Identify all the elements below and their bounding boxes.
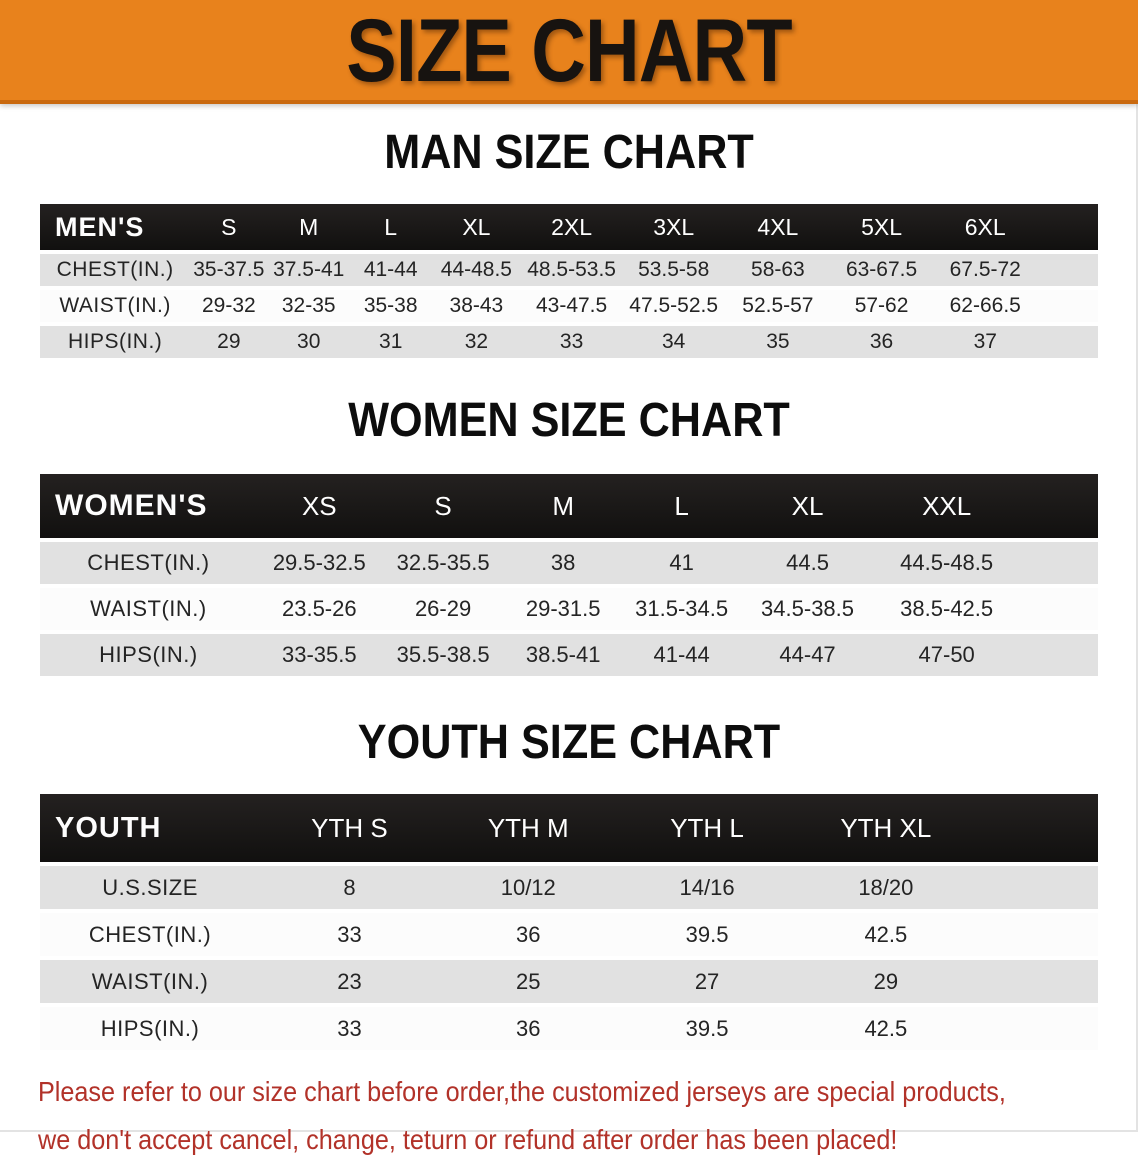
size-value-cell: 23.5-26	[257, 588, 382, 630]
size-value-cell: 33-35.5	[257, 634, 382, 676]
size-column-header: S	[382, 474, 505, 538]
size-value-cell: 41-44	[622, 634, 742, 676]
size-value-cell: 48.5-53.5	[521, 254, 622, 286]
youth-ussize-row	[40, 866, 1098, 909]
size-column-header: 6XL	[933, 204, 1038, 250]
size-value-cell: 23	[260, 960, 439, 1003]
size-column-header: L	[622, 474, 742, 538]
row-filler	[975, 913, 1098, 956]
size-value-cell: 62-66.5	[933, 290, 1038, 322]
size-column-header: YTH M	[439, 794, 618, 862]
row-filler	[1038, 290, 1098, 322]
size-column-header: M	[504, 474, 621, 538]
youth-size-table	[40, 790, 1098, 1054]
size-value-cell: 44-48.5	[431, 254, 521, 286]
size-value-cell: 35-37.5	[190, 254, 267, 286]
women-table-corner-label: WOMEN'S	[40, 474, 257, 538]
row-filler	[975, 866, 1098, 909]
women-size-chart-title: WOMEN SIZE CHART	[348, 394, 790, 447]
size-column-header: 2XL	[521, 204, 622, 250]
size-value-cell: 43-47.5	[521, 290, 622, 322]
size-value-cell: 10/12	[439, 866, 618, 909]
size-value-cell: 31.5-34.5	[622, 588, 742, 630]
row-filler	[1038, 254, 1098, 286]
men-header-row	[40, 204, 1098, 250]
size-value-cell: 32.5-35.5	[382, 542, 505, 584]
youth-table-corner-label: YOUTH	[40, 794, 260, 862]
size-value-cell: 30	[267, 326, 350, 358]
women-waist-row	[40, 588, 1098, 630]
size-value-cell: 32	[431, 326, 521, 358]
man-size-chart-title: MAN SIZE CHART	[384, 126, 754, 179]
disclaimer-line-2: we don't accept cancel, change, teturn or refund after order has been placed!	[38, 1124, 898, 1155]
size-value-cell: 41-44	[350, 254, 431, 286]
size-value-cell: 38-43	[431, 290, 521, 322]
row-label: WAIST(IN.)	[40, 960, 260, 1003]
size-value-cell: 18/20	[796, 866, 975, 909]
size-column-header: YTH S	[260, 794, 439, 862]
men-waist-row	[40, 290, 1098, 322]
men-chest-row	[40, 254, 1098, 286]
disclaimer-text	[38, 1068, 1028, 1164]
size-value-cell: 39.5	[618, 913, 797, 956]
men-hips-row	[40, 326, 1098, 358]
header-filler	[1038, 204, 1098, 250]
row-label: HIPS(IN.)	[40, 1007, 260, 1050]
women-header-row	[40, 474, 1098, 538]
size-value-cell: 47.5-52.5	[622, 290, 726, 322]
size-value-cell: 47-50	[874, 634, 1020, 676]
header-filler	[975, 794, 1098, 862]
size-value-cell: 14/16	[618, 866, 797, 909]
size-chart-banner	[0, 0, 1138, 104]
size-value-cell: 52.5-57	[726, 290, 831, 322]
size-value-cell: 29	[796, 960, 975, 1003]
size-value-cell: 58-63	[726, 254, 831, 286]
size-column-header: M	[267, 204, 350, 250]
women-size-chart-section	[0, 394, 1138, 680]
size-value-cell: 63-67.5	[830, 254, 933, 286]
man-size-chart-section	[0, 126, 1138, 362]
size-value-cell: 36	[439, 1007, 618, 1050]
size-value-cell: 8	[260, 866, 439, 909]
size-value-cell: 31	[350, 326, 431, 358]
size-value-cell: 35	[726, 326, 831, 358]
row-label: U.S.SIZE	[40, 866, 260, 909]
youth-waist-row	[40, 960, 1098, 1003]
size-value-cell: 37	[933, 326, 1038, 358]
size-value-cell: 57-62	[830, 290, 933, 322]
row-filler	[975, 960, 1098, 1003]
row-label: WAIST(IN.)	[40, 290, 190, 322]
size-column-header: 3XL	[622, 204, 726, 250]
size-value-cell: 34	[622, 326, 726, 358]
size-value-cell: 44-47	[741, 634, 873, 676]
size-column-header: XL	[431, 204, 521, 250]
row-label: HIPS(IN.)	[40, 326, 190, 358]
size-column-header: S	[190, 204, 267, 250]
men-table-corner-label: MEN'S	[40, 204, 190, 250]
size-value-cell: 37.5-41	[267, 254, 350, 286]
size-chart-banner-title: SIZE CHART	[346, 0, 792, 100]
women-size-table	[40, 470, 1098, 680]
size-value-cell: 44.5-48.5	[874, 542, 1020, 584]
size-column-header: 4XL	[726, 204, 831, 250]
women-chest-row	[40, 542, 1098, 584]
size-column-header: XXL	[874, 474, 1020, 538]
size-value-cell: 67.5-72	[933, 254, 1038, 286]
header-filler	[1020, 474, 1098, 538]
size-value-cell: 38.5-41	[504, 634, 621, 676]
row-label: HIPS(IN.)	[40, 634, 257, 676]
size-value-cell: 38.5-42.5	[874, 588, 1020, 630]
row-label: CHEST(IN.)	[40, 254, 190, 286]
size-value-cell: 26-29	[382, 588, 505, 630]
row-filler	[975, 1007, 1098, 1050]
size-value-cell: 44.5	[741, 542, 873, 584]
size-value-cell: 42.5	[796, 1007, 975, 1050]
row-label: CHEST(IN.)	[40, 542, 257, 584]
size-column-header: 5XL	[830, 204, 933, 250]
size-value-cell: 29-32	[190, 290, 267, 322]
size-value-cell: 39.5	[618, 1007, 797, 1050]
size-value-cell: 53.5-58	[622, 254, 726, 286]
youth-header-row	[40, 794, 1098, 862]
size-column-header: L	[350, 204, 431, 250]
size-value-cell: 35-38	[350, 290, 431, 322]
men-size-table	[40, 200, 1098, 362]
row-label: WAIST(IN.)	[40, 588, 257, 630]
size-column-header: XS	[257, 474, 382, 538]
row-filler	[1038, 326, 1098, 358]
row-label: CHEST(IN.)	[40, 913, 260, 956]
youth-chest-row	[40, 913, 1098, 956]
size-value-cell: 29	[190, 326, 267, 358]
youth-size-chart-section	[0, 716, 1138, 1054]
row-filler	[1020, 634, 1098, 676]
size-column-header: XL	[741, 474, 873, 538]
size-value-cell: 32-35	[267, 290, 350, 322]
size-value-cell: 36	[439, 913, 618, 956]
row-filler	[1020, 588, 1098, 630]
size-value-cell: 41	[622, 542, 742, 584]
size-value-cell: 25	[439, 960, 618, 1003]
row-filler	[1020, 542, 1098, 584]
size-column-header: YTH L	[618, 794, 797, 862]
youth-size-chart-title: YOUTH SIZE CHART	[357, 716, 781, 769]
size-value-cell: 34.5-38.5	[741, 588, 873, 630]
size-value-cell: 42.5	[796, 913, 975, 956]
size-value-cell: 38	[504, 542, 621, 584]
size-value-cell: 29.5-32.5	[257, 542, 382, 584]
size-column-header: YTH XL	[796, 794, 975, 862]
size-value-cell: 33	[260, 1007, 439, 1050]
size-value-cell: 36	[830, 326, 933, 358]
disclaimer-line-1: Please refer to our size chart before order,the customized jerseys are special products,	[38, 1076, 1006, 1107]
youth-hips-row	[40, 1007, 1098, 1050]
size-value-cell: 35.5-38.5	[382, 634, 505, 676]
size-value-cell: 29-31.5	[504, 588, 621, 630]
size-value-cell: 33	[260, 913, 439, 956]
size-value-cell: 33	[521, 326, 622, 358]
women-hips-row	[40, 634, 1098, 676]
size-value-cell: 27	[618, 960, 797, 1003]
